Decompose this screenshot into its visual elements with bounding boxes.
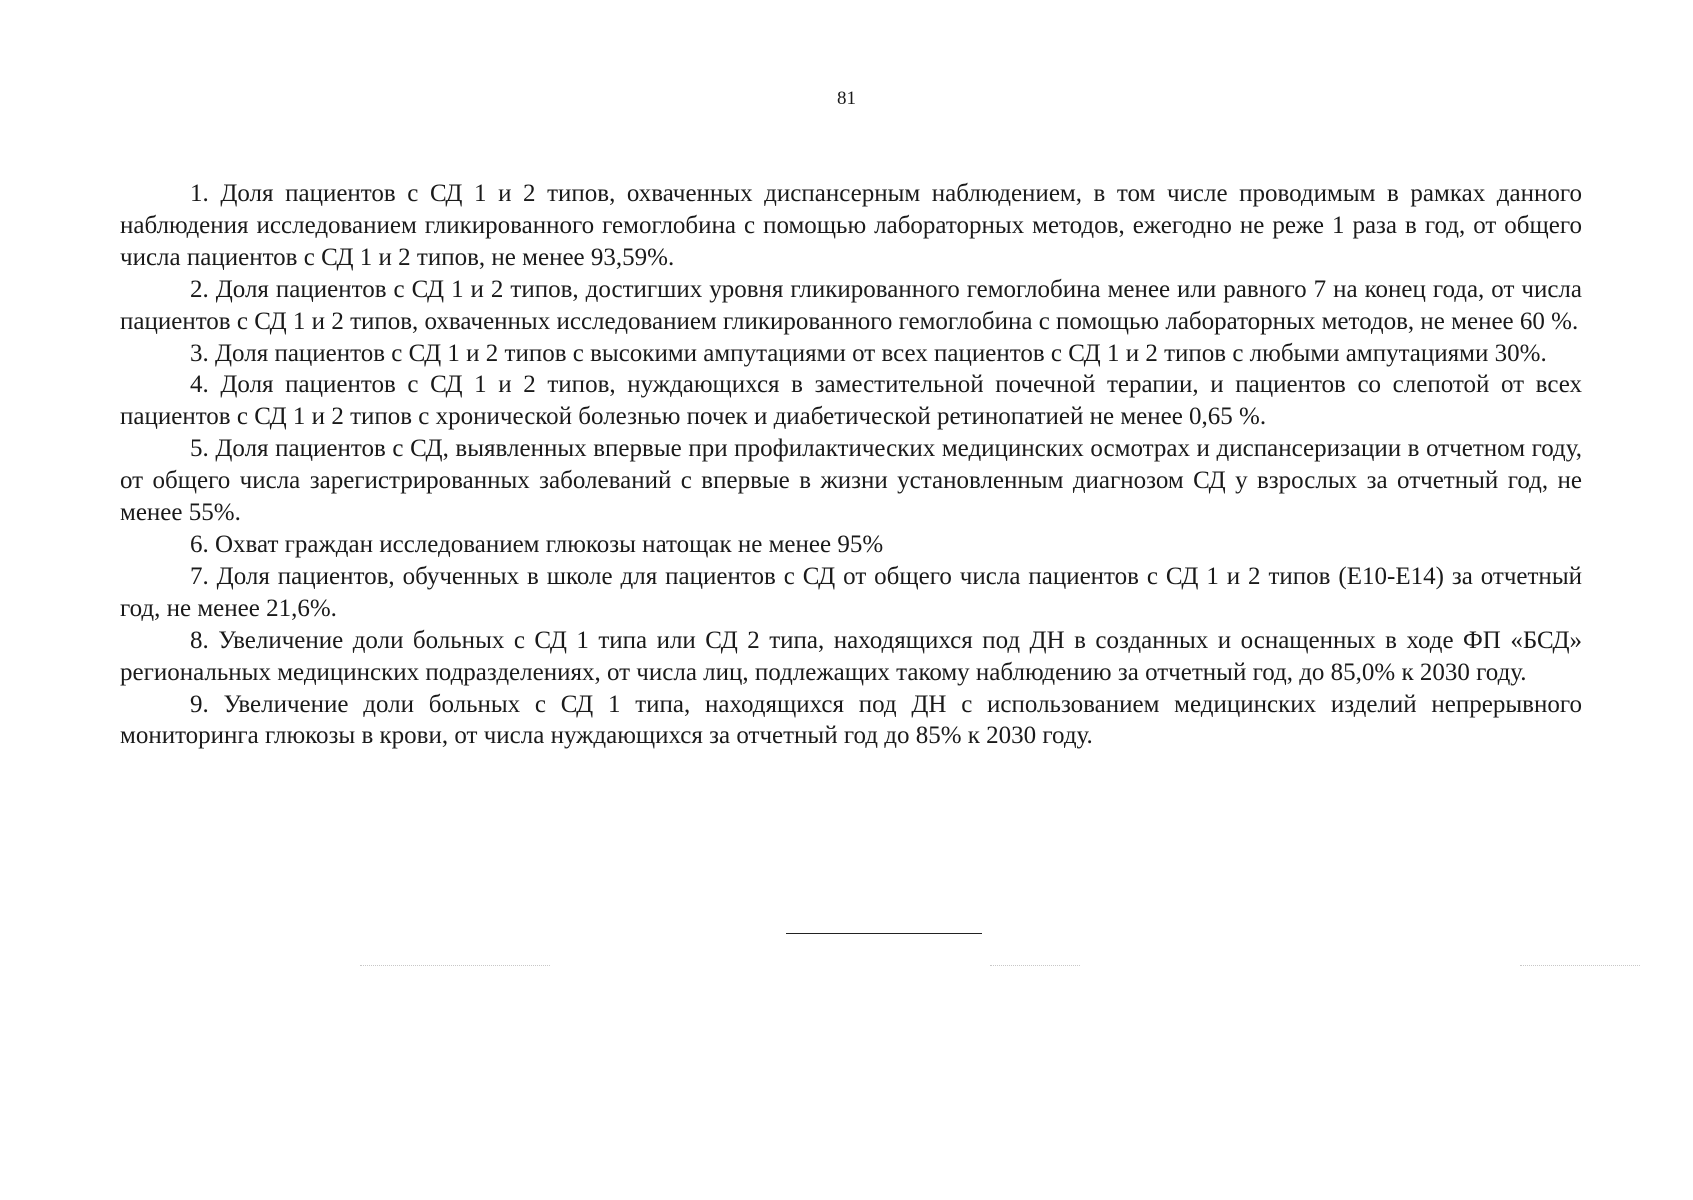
page-number: 81 bbox=[837, 88, 856, 109]
list-item-7: 7. Доля пациентов, обученных в школе для пациентов с СД от общего числа пациентов с СД 1 и 2 типов (Е10-Е14) за отчетный год, не менее 21,6%. bbox=[120, 562, 1582, 622]
list-item-9: 9. Увеличение доли больных с СД 1 типа, находящихся под ДН с использованием медицинских изделий непрерывного мониторинга глюкозы в крови, от числа нуждающихся за отчетный год до 85% к 2030 году. bbox=[120, 690, 1582, 750]
scan-artifact bbox=[990, 965, 1080, 966]
list-item-1: 1. Доля пациентов с СД 1 и 2 типов, охваченных диспансерным наблюдением, в том числе проводимым в рамках данного наблюдения исследованием гликированного гемоглобина с помощью лабораторных методов, ежегодно не реже 1 раза в год, от общего числа пациентов с СД 1 и 2 типов, не менее 93,59%. bbox=[120, 180, 1582, 271]
document-body bbox=[120, 178, 1582, 752]
scan-artifact bbox=[1520, 965, 1640, 966]
list-item-2: 2. Доля пациентов с СД 1 и 2 типов, достигших уровня гликированного гемоглобина менее или равного 7 на конец года, от числа пациентов с СД 1 и 2 типов, охваченных исследованием гликированного гемоглобина с помощью лабораторных методов, не менее 60 %. bbox=[120, 275, 1582, 335]
list-item-8: 8. Увеличение доли больных с СД 1 типа или СД 2 типа, находящихся под ДН в созданных и оснащенных в ходе ФП «БСД» региональных медицинских подразделениях, от числа лиц, подлежащих такому наблюдению за отчетный год, до 85,0% к 2030 году. bbox=[120, 626, 1582, 686]
list-item-5: 5. Доля пациентов с СД, выявленных впервые при профилактических медицинских осмотрах и диспансеризации в отчетном году, от общего числа зарегистрированных заболеваний с впервые в жизни установленным диагнозом СД у взрослых за отчетный год, не менее 55%. bbox=[120, 435, 1582, 527]
scan-artifact bbox=[360, 965, 550, 966]
list-item-4: 4. Доля пациентов с СД 1 и 2 типов, нуждающихся в заместительной почечной терапии, и пациентов со слепотой от всех пациентов с СД 1 и 2 типов с хронической болезнью почек и диабетической ретинопатией не менее 0,65 %. bbox=[120, 371, 1582, 431]
end-of-document-rule bbox=[786, 933, 982, 934]
list-item-6: 6. Охват граждан исследованием глюкозы натощак не менее 95% bbox=[190, 530, 884, 558]
list-item-3: 3. Доля пациентов с СД 1 и 2 типов с высокими ампутациями от всех пациентов с СД 1 и 2 типов с любыми ампутациями 30%. bbox=[190, 339, 1547, 367]
